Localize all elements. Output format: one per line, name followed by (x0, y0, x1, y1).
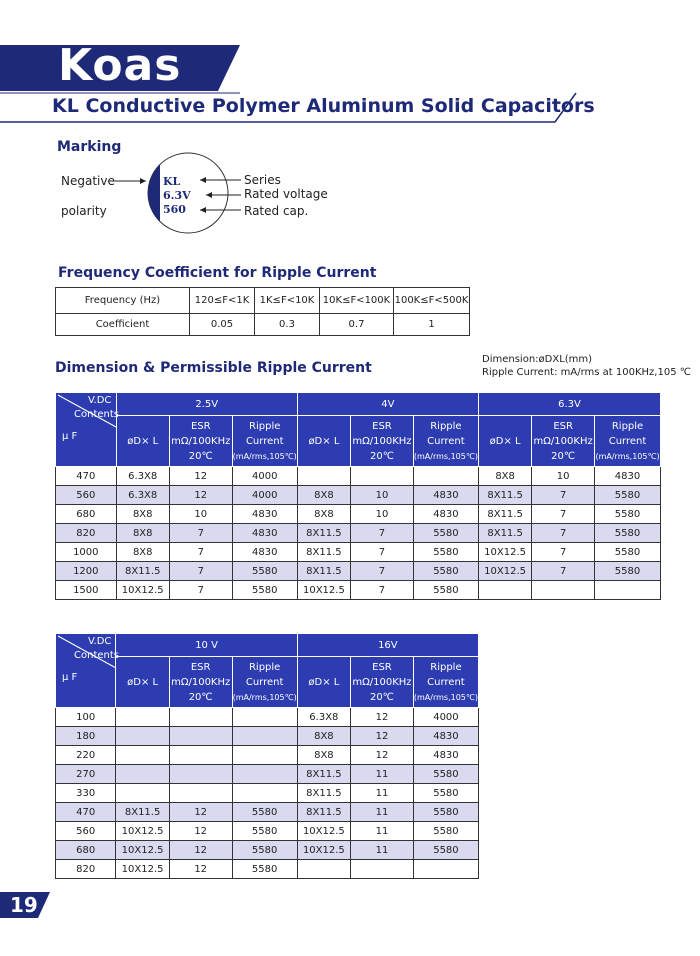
table-cell: 8X8 (297, 727, 350, 746)
page-title: KL Conductive Polymer Aluminum Solid Capacitors (52, 95, 595, 117)
table-cell (232, 727, 297, 746)
frequency-range: 120≤F<1K (190, 288, 255, 314)
header-text: Current (427, 676, 465, 688)
header-text: 20℃ (369, 450, 394, 462)
capacitance-cell: 220 (56, 746, 116, 765)
table-cell: 7 (351, 524, 414, 543)
table-row (56, 784, 479, 803)
table-cell: 7 (351, 581, 414, 600)
col-esr (532, 416, 595, 467)
table-cell: 4830 (595, 467, 661, 486)
table-cell: 7 (532, 543, 595, 562)
table-cell: 10X12.5 (116, 581, 169, 600)
cap-voltage-text: 6.3V (163, 189, 191, 202)
coefficient-value: 0.3 (255, 314, 320, 336)
table-cell (297, 467, 350, 486)
contents-label: Contents (74, 650, 119, 661)
table-cell (169, 727, 232, 746)
table-cell: 7 (169, 581, 232, 600)
table-cell: 8X8 (297, 486, 350, 505)
header-text: Current (245, 676, 284, 688)
header-text: Ripple (430, 661, 462, 673)
table-cell: 5580 (413, 524, 478, 543)
col-ripple (413, 416, 478, 467)
table-cell: 8X8 (297, 746, 350, 765)
table-cell: 11 (351, 803, 414, 822)
capacitance-cell: 100 (56, 708, 116, 727)
table-cell: 6.3X8 (297, 708, 350, 727)
cap-capacitance-text: 560 (163, 203, 186, 216)
table-cell: 4000 (232, 486, 297, 505)
frequency-table (55, 287, 470, 336)
table-row (56, 467, 661, 486)
table-cell: 12 (169, 841, 232, 860)
header-text: Ripple (430, 420, 462, 432)
table-cell: 12 (169, 467, 232, 486)
table-row (56, 524, 661, 543)
table-cell: 7 (169, 543, 232, 562)
header-text: Current (245, 435, 284, 447)
header-text: 20℃ (551, 450, 576, 462)
table-cell: 5580 (595, 486, 661, 505)
table-cell (116, 727, 169, 746)
table-cell (351, 467, 414, 486)
col-ripple (232, 416, 297, 467)
voltage-header: 16V (297, 634, 478, 657)
frequency-row (56, 288, 470, 314)
table-cell: 8X11.5 (478, 524, 531, 543)
capacitance-cell: 330 (56, 784, 116, 803)
header-text: 20℃ (369, 691, 394, 703)
table-cell: 7 (532, 524, 595, 543)
table-cell: 8X11.5 (478, 486, 531, 505)
capacitance-cell: 1200 (56, 562, 117, 581)
table-cell: 7 (169, 524, 232, 543)
table-cell: 7 (532, 505, 595, 524)
table-row (56, 708, 479, 727)
table-cell: 4830 (232, 524, 297, 543)
col-dimension: øD× L (116, 657, 169, 708)
table-row (56, 581, 661, 600)
table-cell: 11 (351, 765, 414, 784)
table-cell: 5580 (232, 860, 297, 879)
col-ripple (232, 657, 297, 708)
header-text: (mA/rms,105℃) (413, 692, 478, 702)
col-dimension: øD× L (297, 416, 350, 467)
table-cell (297, 860, 350, 879)
table-cell: 10X12.5 (297, 822, 350, 841)
capacitance-cell: 820 (56, 860, 116, 879)
vdc-label: V.DC (88, 395, 112, 406)
table-cell: 11 (351, 784, 414, 803)
capacitance-cell: 1000 (56, 543, 117, 562)
dimension-note: Dimension:øDXL(mm) (482, 354, 593, 365)
col-esr (351, 657, 414, 708)
callout-series: Series (244, 173, 281, 187)
table-cell (595, 581, 661, 600)
col-esr (351, 416, 414, 467)
table-cell (116, 746, 169, 765)
table-cell: 8X11.5 (297, 803, 350, 822)
header-text: Current (608, 435, 647, 447)
table-cell (169, 708, 232, 727)
table-cell (532, 581, 595, 600)
col-dimension: øD× L (478, 416, 531, 467)
table-cell: 12 (169, 486, 232, 505)
header-text: ESR (372, 420, 392, 432)
table-row (56, 543, 661, 562)
table-cell: 8X8 (116, 505, 169, 524)
table-cell: 4830 (413, 746, 478, 765)
table-cell: 12 (351, 708, 414, 727)
capacitance-cell: 680 (56, 505, 117, 524)
table-cell: 4830 (413, 505, 478, 524)
table-cell: 7 (169, 562, 232, 581)
polarity-label: polarity (61, 204, 107, 218)
table-cell: 8X11.5 (297, 784, 350, 803)
table-cell (169, 784, 232, 803)
header-text: mΩ/100KHz (171, 676, 231, 688)
table-cell: 4830 (413, 486, 478, 505)
table-cell: 11 (351, 822, 414, 841)
table-cell (232, 746, 297, 765)
table-cell: 5580 (232, 822, 297, 841)
cap-series-text: KL (163, 175, 181, 188)
header-text: ESR (372, 661, 392, 673)
table-cell: 5580 (413, 765, 478, 784)
table-cell: 8X11.5 (297, 524, 350, 543)
table-cell: 6.3X8 (116, 486, 169, 505)
page-number: 19 (10, 893, 38, 917)
capacitance-cell: 470 (56, 803, 116, 822)
table-cell (169, 765, 232, 784)
table-cell: 8X11.5 (297, 562, 350, 581)
table-cell: 5580 (413, 803, 478, 822)
table-cell: 12 (351, 746, 414, 765)
negative-label: Negative (61, 174, 115, 188)
table-cell: 5580 (413, 581, 478, 600)
header-text: ESR (190, 661, 211, 673)
table-cell: 10 (169, 505, 232, 524)
table-cell: 8X11.5 (116, 803, 169, 822)
frequency-heading: Frequency Coefficient for Ripple Current (58, 265, 377, 281)
frequency-range: 100K≤F<500K (394, 288, 470, 314)
table-cell: 5580 (413, 543, 478, 562)
header-text: mΩ/100KHz (533, 435, 593, 447)
table-cell: 10X12.5 (297, 841, 350, 860)
table-cell: 5580 (413, 841, 478, 860)
coefficient-value: 1 (394, 314, 470, 336)
frequency-range: 1K≤F<10K (255, 288, 320, 314)
table-row (56, 505, 661, 524)
table-cell: 12 (169, 822, 232, 841)
col-esr (169, 657, 232, 708)
header-text: mΩ/100KHz (352, 676, 412, 688)
brand-logo-text: Koas (58, 40, 182, 91)
header-text: ESR (190, 420, 211, 432)
table-cell: 10X12.5 (116, 860, 169, 879)
table-cell (169, 746, 232, 765)
table-cell: 8X8 (116, 524, 169, 543)
table-cell: 10X12.5 (478, 562, 531, 581)
capacitance-cell: 1500 (56, 581, 117, 600)
col-ripple (413, 657, 478, 708)
table-row (56, 765, 479, 784)
capacitance-cell: 820 (56, 524, 117, 543)
table-corner-header (56, 393, 117, 467)
table-cell (413, 860, 478, 879)
uf-label: μ F (62, 431, 78, 442)
voltage-header: 10 V (116, 634, 297, 657)
table-cell: 4000 (413, 708, 478, 727)
table-cell: 10X12.5 (297, 581, 350, 600)
table-cell: 5580 (232, 803, 297, 822)
table-cell (351, 860, 414, 879)
callout-rated-voltage: Rated voltage (244, 187, 328, 201)
table-row (56, 746, 479, 765)
table-cell (116, 784, 169, 803)
table-row (56, 822, 479, 841)
table-cell: 10X12.5 (116, 822, 169, 841)
header-text: (mA/rms,105℃) (232, 692, 297, 702)
header-text: mΩ/100KHz (352, 435, 412, 447)
col-ripple (595, 416, 661, 467)
table-cell: 8X8 (478, 467, 531, 486)
col-dimension: øD× L (116, 416, 169, 467)
table-cell: 10X12.5 (478, 543, 531, 562)
table-cell: 5580 (232, 581, 297, 600)
capacitance-cell: 180 (56, 727, 116, 746)
capacitance-cell: 560 (56, 486, 117, 505)
table-row (56, 803, 479, 822)
voltage-header: 2.5V (116, 393, 297, 416)
table-cell: 12 (351, 727, 414, 746)
table-cell: 4830 (232, 543, 297, 562)
table-cell (413, 467, 478, 486)
table-cell (116, 765, 169, 784)
table-cell: 8X8 (297, 505, 350, 524)
header-text: 20℃ (188, 450, 213, 462)
table-cell: 8X11.5 (297, 765, 350, 784)
table-cell: 5580 (232, 841, 297, 860)
table-cell (232, 784, 297, 803)
callout-rated-cap: Rated cap. (244, 204, 309, 218)
table-cell: 7 (532, 562, 595, 581)
table-cell: 7 (351, 543, 414, 562)
header-text: mΩ/100KHz (171, 435, 231, 447)
table-cell: 5580 (413, 562, 478, 581)
header-text: Ripple (249, 420, 281, 432)
table-cell: 10 (532, 467, 595, 486)
table-cell: 4000 (232, 467, 297, 486)
table-cell: 12 (169, 860, 232, 879)
coefficient-label: Coefficient (56, 314, 190, 336)
coefficient-row (56, 314, 470, 336)
table-corner-header (56, 634, 119, 708)
table-cell: 8X11.5 (116, 562, 169, 581)
col-dimension: øD× L (297, 657, 350, 708)
capacitance-cell: 470 (56, 467, 117, 486)
table-cell: 4830 (232, 505, 297, 524)
voltage-header: 6.3V (478, 393, 660, 416)
table-cell: 7 (351, 562, 414, 581)
header-text: (mA/rms,105℃) (232, 451, 297, 461)
ripple-note: Ripple Current: mA/rms at 100KHz,105 ℃ (482, 367, 691, 378)
table-cell (232, 708, 297, 727)
table-cell (478, 581, 531, 600)
header-text: (mA/rms,105℃) (595, 451, 660, 461)
table-cell: 8X8 (116, 543, 169, 562)
header-text: ESR (553, 420, 573, 432)
header-text: Current (427, 435, 465, 447)
dimension-heading: Dimension & Permissible Ripple Current (55, 360, 372, 376)
table-cell: 5580 (595, 505, 661, 524)
header-text: Ripple (248, 661, 281, 673)
uf-label: μ F (62, 672, 78, 683)
table-cell: 8X11.5 (478, 505, 531, 524)
col-esr (169, 416, 232, 467)
table-cell: 11 (351, 841, 414, 860)
table-cell: 7 (532, 486, 595, 505)
table-cell (116, 708, 169, 727)
table-cell: 5580 (413, 822, 478, 841)
header-text: 20℃ (188, 691, 213, 703)
voltage-header: 4V (297, 393, 478, 416)
table-body (56, 708, 479, 879)
capacitance-cell: 270 (56, 765, 116, 784)
table-cell: 5580 (595, 562, 661, 581)
contents-label: Contents (74, 409, 119, 420)
header-text: (mA/rms,105℃) (413, 451, 478, 461)
table-cell: 5580 (232, 562, 297, 581)
table-row (56, 860, 479, 879)
vdc-label: V.DC (88, 636, 112, 647)
table-cell: 5580 (413, 784, 478, 803)
table-cell: 12 (169, 803, 232, 822)
header-text: Ripple (611, 420, 644, 432)
table-cell (232, 765, 297, 784)
table-cell: 5580 (595, 524, 661, 543)
capacitance-cell: 680 (56, 841, 116, 860)
table-cell: 10X12.5 (116, 841, 169, 860)
frequency-label: Frequency (Hz) (56, 288, 190, 314)
table-cell: 10 (351, 505, 414, 524)
marking-heading: Marking (57, 139, 122, 155)
coefficient-value: 0.7 (320, 314, 394, 336)
table-cell: 10 (351, 486, 414, 505)
dimension-table-1 (55, 392, 661, 600)
capacitance-cell: 560 (56, 822, 116, 841)
dimension-table-2 (55, 633, 479, 879)
frequency-range: 10K≤F<100K (320, 288, 394, 314)
table-row (56, 727, 479, 746)
table-cell: 4830 (413, 727, 478, 746)
table-cell: 6.3X8 (116, 467, 169, 486)
table-row (56, 841, 479, 860)
coefficient-value: 0.05 (190, 314, 255, 336)
table-cell: 5580 (595, 543, 661, 562)
table-row (56, 486, 661, 505)
table-body (56, 467, 661, 600)
table-cell: 8X11.5 (297, 543, 350, 562)
table-row (56, 562, 661, 581)
